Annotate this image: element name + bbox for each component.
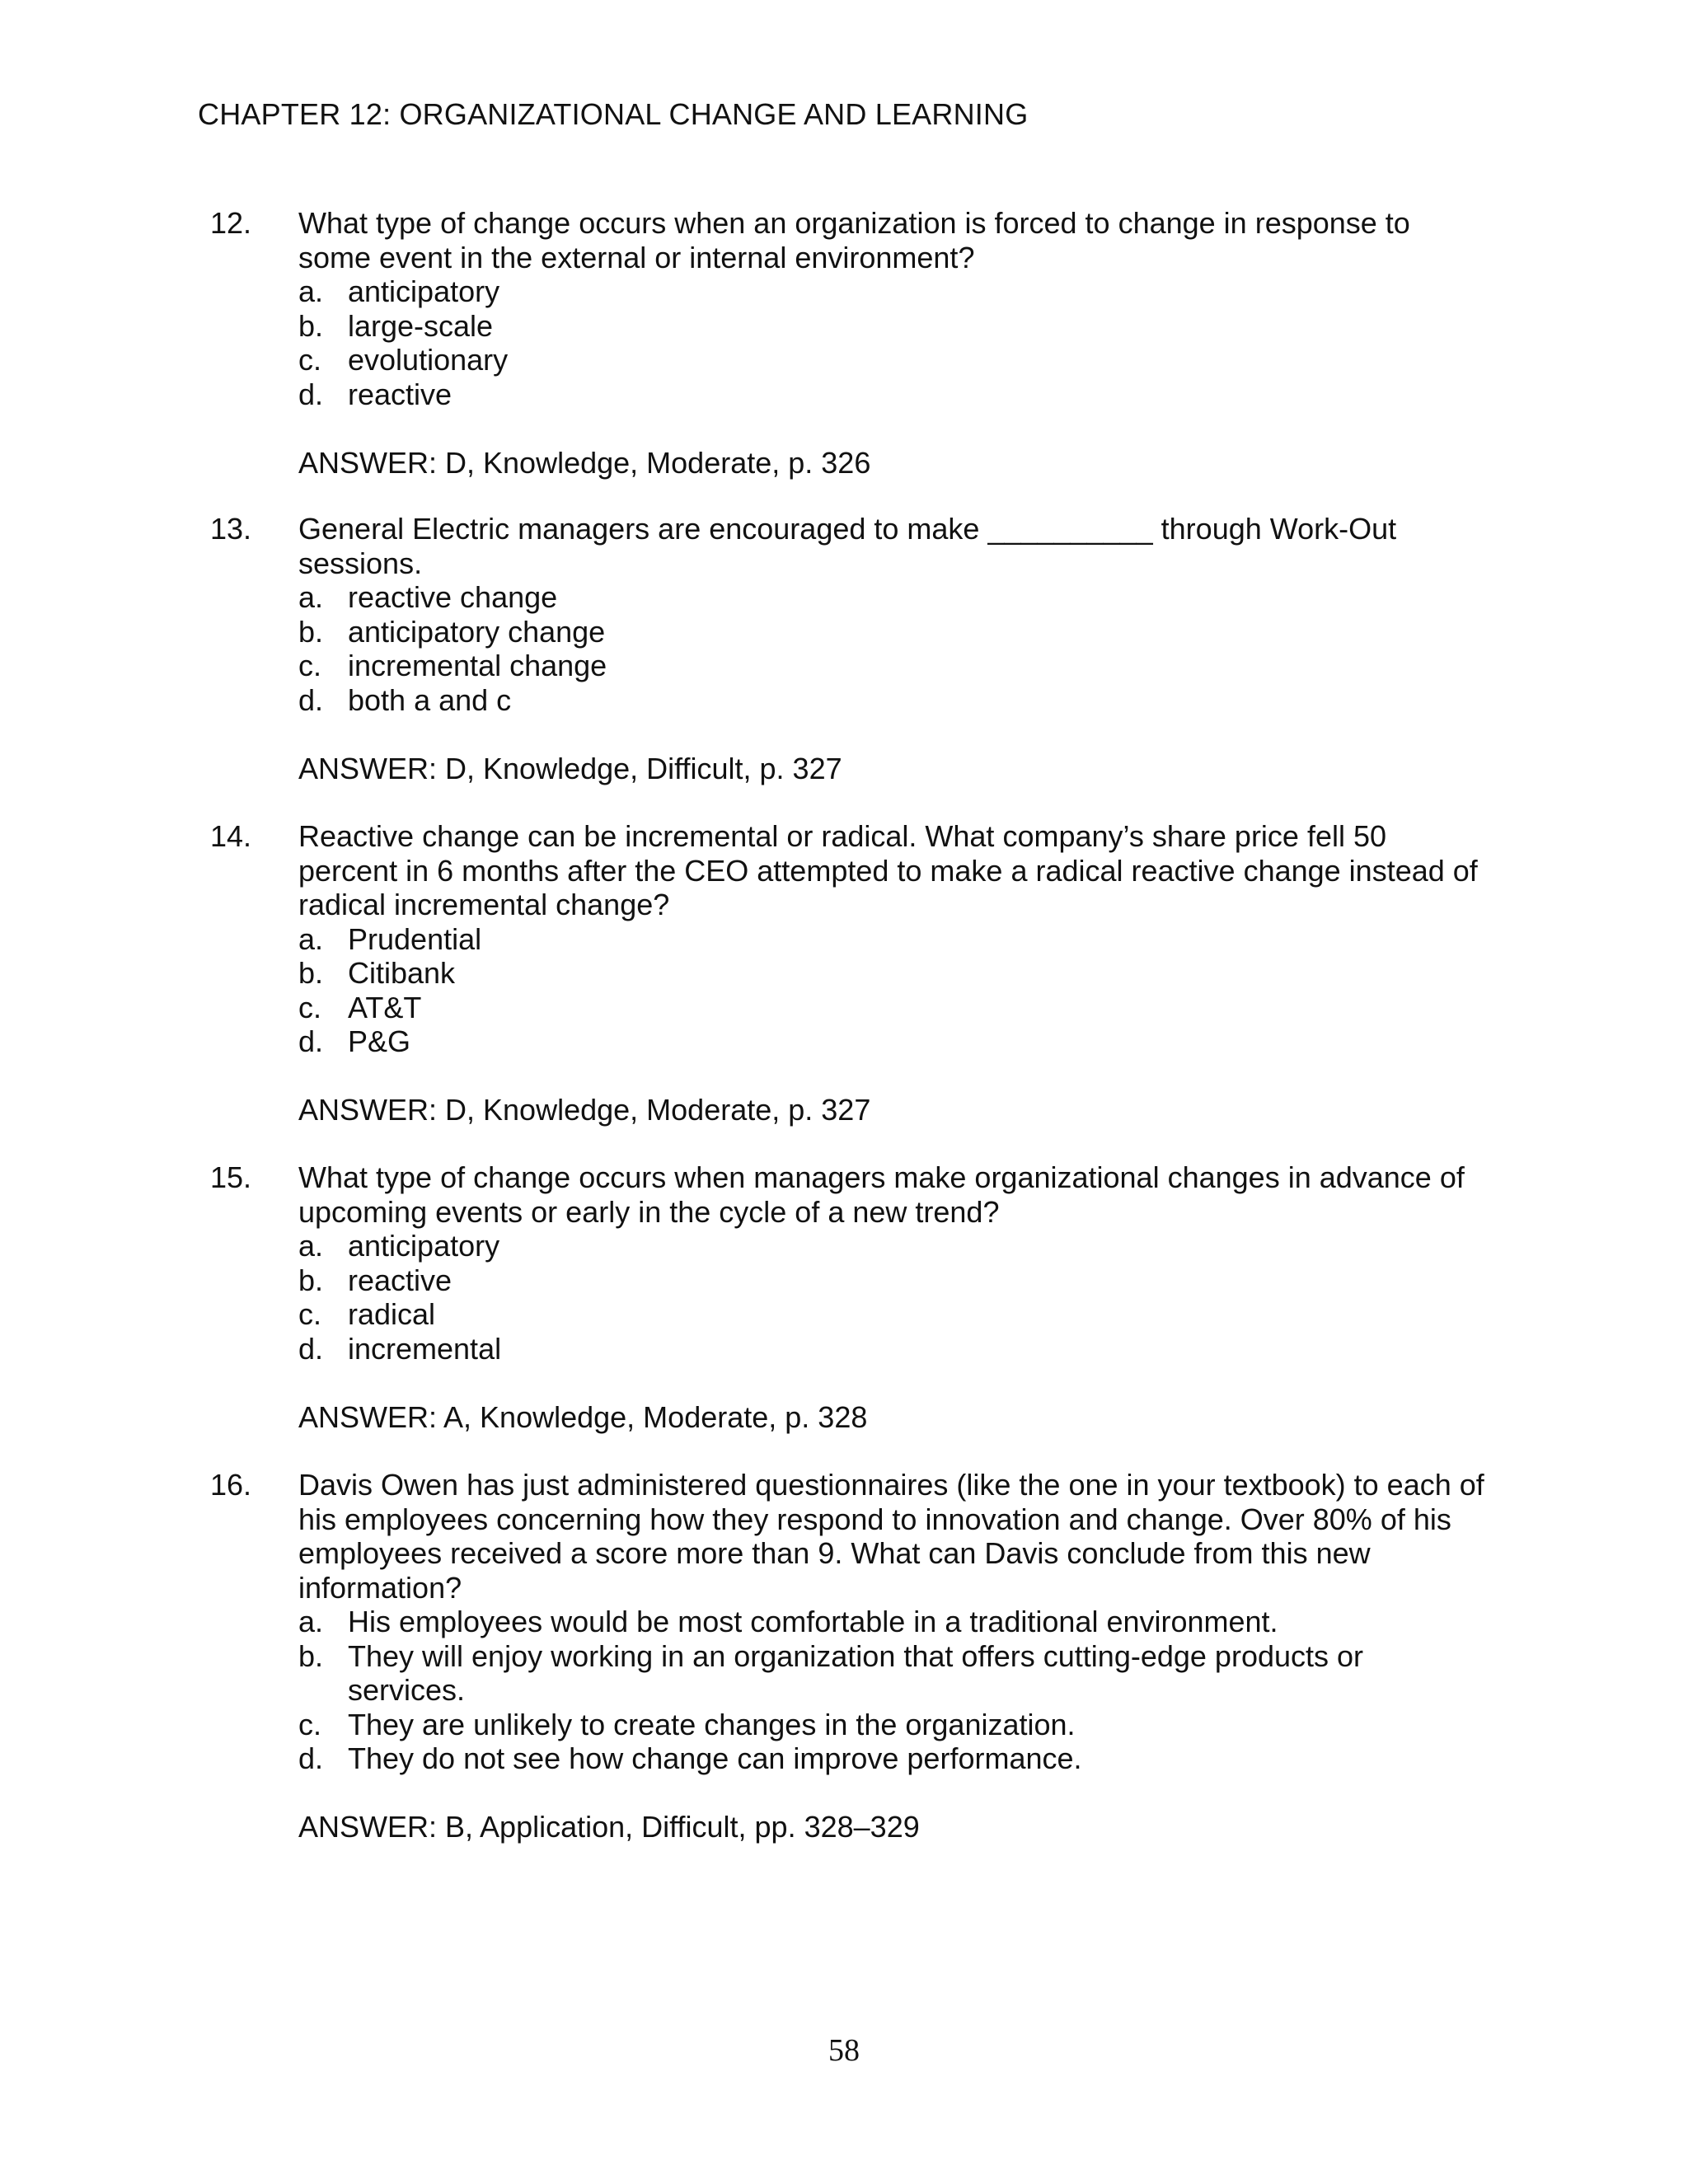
- option-letter: c.: [298, 1297, 322, 1331]
- option-d: [298, 1024, 1485, 1059]
- question-number: 13.: [210, 512, 252, 546]
- option-text: radical: [348, 1297, 436, 1331]
- question-stem: Davis Owen has just administered questionnaires (like the one in your textbook) to each of his employees concerning how they respond to innovation and change. Over 80% of his employees received a score more than 9. What can Davis conclude from this new information?: [298, 1468, 1484, 1605]
- option-a: [298, 1229, 1485, 1263]
- question-number: 14.: [210, 819, 252, 853]
- option-text: Prudential: [348, 921, 482, 956]
- option-text: reactive: [348, 377, 452, 411]
- option-text: AT&T: [348, 990, 422, 1024]
- option-letter: a.: [298, 580, 324, 614]
- option-c: [298, 991, 1485, 1025]
- option-b: [298, 1639, 1485, 1708]
- option-letter: d.: [298, 1331, 324, 1366]
- option-list: [298, 1229, 1485, 1366]
- option-letter: b.: [298, 308, 324, 343]
- option-c: [298, 1297, 1485, 1332]
- option-text: They do not see how change can improve performance.: [348, 1741, 1082, 1775]
- option-letter: d.: [298, 377, 324, 411]
- answer-key: ANSWER: A, Knowledge, Moderate, p. 328: [298, 1399, 868, 1434]
- question-body: [298, 819, 1485, 1127]
- chapter-title: CHAPTER 12: ORGANIZATIONAL CHANGE AND LEARNING: [198, 97, 1029, 131]
- option-text: They are unlikely to create changes in the organization.: [348, 1707, 1076, 1741]
- option-text: Citibank: [348, 956, 456, 990]
- option-a: [298, 922, 1485, 957]
- option-b: [298, 1263, 1485, 1298]
- question-stem: What type of change occurs when managers make organizational changes in advance of upcoming events or early in the cycle of a new trend?: [298, 1160, 1465, 1229]
- option-letter: a.: [298, 921, 324, 956]
- question-number: 15.: [210, 1160, 252, 1194]
- option-letter: a.: [298, 274, 324, 308]
- option-letter: b.: [298, 1263, 324, 1297]
- option-letter: d.: [298, 1741, 324, 1775]
- option-c: [298, 649, 1485, 683]
- option-text: reactive change: [348, 580, 558, 614]
- option-a: [298, 580, 1485, 615]
- option-text: evolutionary: [348, 343, 509, 377]
- option-letter: c.: [298, 649, 322, 682]
- option-letter: d.: [298, 682, 324, 717]
- option-b: [298, 309, 1485, 344]
- option-letter: c.: [298, 1707, 322, 1741]
- option-list: [298, 922, 1485, 1059]
- option-c: [298, 1708, 1485, 1742]
- option-letter: b.: [298, 956, 324, 990]
- option-d: [298, 377, 1485, 412]
- option-letter: c.: [298, 343, 322, 377]
- option-text: His employees would be most comfortable in a traditional environment.: [348, 1605, 1278, 1638]
- option-text: incremental: [348, 1331, 502, 1366]
- option-letter: a.: [298, 1605, 324, 1638]
- option-a: [298, 274, 1485, 309]
- option-text: anticipatory change: [348, 614, 606, 649]
- question-stem: Reactive change can be incremental or radical. What company’s share price fell 50 percent in 6 months after the CEO attempted to make a radical reactive change instead of radical incremental change?: [298, 819, 1478, 921]
- option-text: reactive: [348, 1263, 452, 1297]
- page-number: 58: [828, 2033, 860, 2068]
- answer-key: ANSWER: D, Knowledge, Moderate, p. 326: [298, 445, 871, 480]
- answer-key: ANSWER: D, Knowledge, Moderate, p. 327: [298, 1093, 871, 1127]
- option-b: [298, 956, 1485, 991]
- option-c: [298, 343, 1485, 377]
- option-d: [298, 683, 1485, 718]
- option-text: anticipatory: [348, 274, 500, 308]
- option-b: [298, 615, 1485, 649]
- option-text: They will enjoy working in an organization that offers cutting-edge products or services.: [348, 1638, 1364, 1707]
- option-d: [298, 1332, 1485, 1366]
- option-list: [298, 1605, 1485, 1776]
- option-text: incremental change: [348, 649, 607, 682]
- option-text: both a and c: [348, 682, 512, 717]
- option-letter: c.: [298, 990, 322, 1024]
- answer-key: ANSWER: D, Knowledge, Difficult, p. 327: [298, 751, 842, 785]
- question-body: [298, 206, 1485, 480]
- question-body: [298, 1468, 1485, 1844]
- question-stem: General Electric managers are encouraged to make __________ through Work-Out sessions.: [298, 512, 1397, 580]
- option-letter: b.: [298, 1638, 324, 1673]
- option-letter: b.: [298, 614, 324, 649]
- option-list: [298, 580, 1485, 717]
- option-letter: d.: [298, 1024, 324, 1058]
- question-number: 12.: [210, 206, 252, 240]
- option-list: [298, 274, 1485, 411]
- option-d: [298, 1741, 1485, 1776]
- option-text: anticipatory: [348, 1229, 500, 1263]
- question-body: [298, 1160, 1485, 1434]
- option-letter: a.: [298, 1229, 324, 1263]
- question-body: [298, 512, 1485, 785]
- option-text: P&G: [348, 1024, 411, 1058]
- question-stem: What type of change occurs when an organization is forced to change in response to some event in the external or internal environment?: [298, 206, 1410, 274]
- answer-key: ANSWER: B, Application, Difficult, pp. 328–329: [298, 1810, 920, 1844]
- question-number: 16.: [210, 1468, 252, 1502]
- option-text: large-scale: [348, 308, 494, 343]
- option-a: [298, 1605, 1485, 1639]
